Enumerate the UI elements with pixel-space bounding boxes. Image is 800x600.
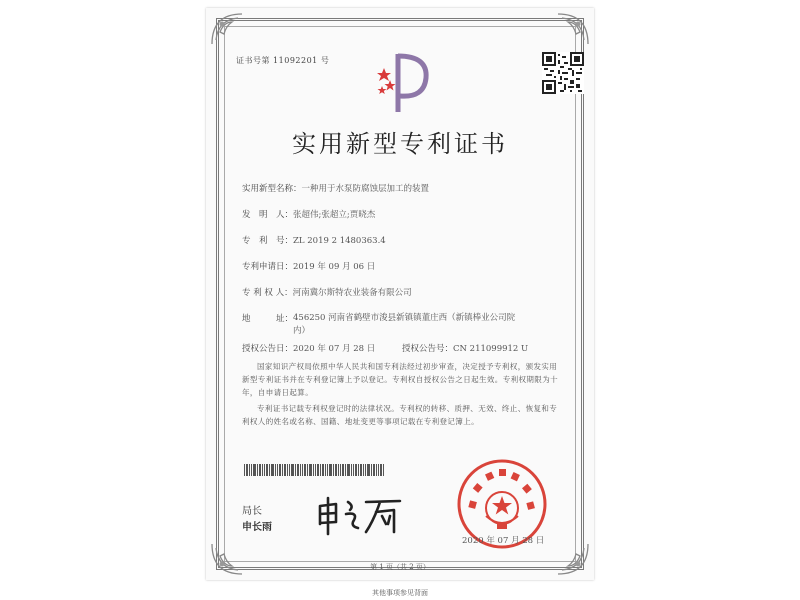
- field-value: 张超伟;张超立;贾晓杰: [293, 210, 376, 220]
- field-value: 河南冀尔斯特农业装备有限公司: [292, 288, 412, 298]
- field-label: 专利申请日：: [242, 262, 294, 272]
- field-label: 地 址：: [242, 314, 294, 324]
- field-value: 一种用于水泵防腐蚀层加工的装置: [301, 184, 430, 194]
- field-address: [242, 312, 518, 338]
- field-grant-number: [402, 342, 528, 354]
- field-label: 实用新型名称：: [242, 184, 302, 194]
- patent-office-logo-icon: [376, 48, 432, 118]
- director-title: 局长: [242, 506, 262, 517]
- certificate-page: [206, 8, 594, 580]
- ornament-corner-icon: [556, 12, 590, 46]
- document-title: 实用新型专利证书: [292, 130, 508, 158]
- field-value: 2020 年 07 月 28 日: [293, 344, 376, 354]
- certificate-number: [236, 55, 329, 66]
- paragraph-grant-statement: 国家知识产权局依照中华人民共和国专利法经过初步审查，决定授予专利权，颁发实用新型专利证书并在专利登记簿上予以登记。专利权自授权公告之日起生效。专利权期限为十年，自申请日起算。: [242, 362, 558, 397]
- qr-code-icon: [542, 52, 584, 94]
- certificate-number-label: 证书号第: [236, 56, 270, 65]
- page-number: 第 1 页（共 2 页）: [370, 563, 430, 571]
- field-value: 456250 河南省鹤壁市浚县新镇镇董庄西（新镇棒业公司院内）: [293, 313, 516, 336]
- barcode-icon: [244, 464, 384, 476]
- field-inventor: [242, 208, 375, 220]
- field-patent-number: [242, 234, 386, 246]
- seal-date: 2020 年 07 月 28 日: [462, 536, 545, 546]
- paragraph-legal-status: 专利证书记载专利权登记时的法律状况。专利权的转移、质押、无效、终止、恢复和专利权人的姓名或名称、国籍、地址变更等事项记载在专利登记簿上。: [242, 404, 558, 426]
- field-label: 发 明 人：: [242, 210, 294, 220]
- certificate-number-suffix: 号: [320, 56, 330, 65]
- footer-note: 其他事项参见背面: [372, 589, 428, 597]
- field-value: 2019 年 09 月 06 日: [293, 262, 376, 272]
- field-utility-model-name: [242, 182, 429, 194]
- field-label: 授权公告号：: [402, 344, 454, 354]
- director-name: 申长雨: [242, 522, 272, 533]
- ornament-corner-icon: [210, 12, 244, 46]
- certificate-number-value: 11092201: [273, 56, 318, 65]
- field-value: ZL 2019 2 1480363.4: [293, 236, 386, 246]
- field-patentee: [242, 286, 412, 298]
- field-value: CN 211099912 U: [453, 344, 529, 354]
- field-filing-date: [242, 260, 375, 272]
- field-label: 专 利 权 人：: [242, 288, 293, 298]
- field-label: 授权公告日：: [242, 344, 294, 354]
- field-label: 专 利 号：: [242, 236, 294, 246]
- signature-icon: [314, 494, 404, 536]
- field-grant-date: [242, 342, 375, 354]
